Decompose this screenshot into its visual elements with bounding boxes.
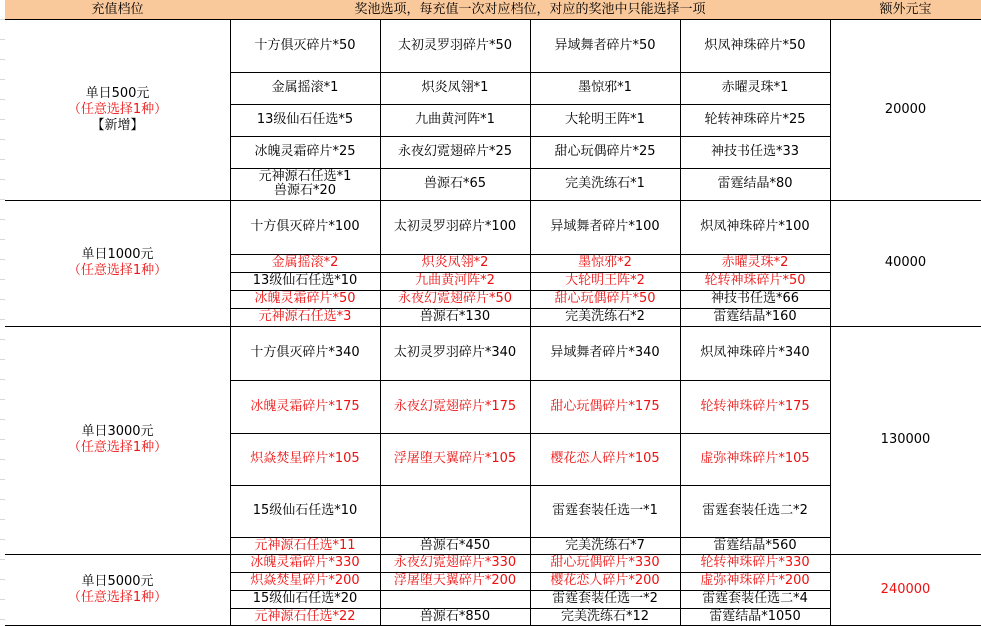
reward-cell[interactable] [380,272,531,291]
reward-cell[interactable] [380,537,531,555]
reward-cell[interactable] [380,572,531,591]
reward-cell-text: 雷霆结晶*160 [713,309,797,324]
reward-cell[interactable] [530,485,681,538]
reward-cell-text: 元神源石任选*11 [254,537,356,553]
reward-cell-text: 神技书任选*33 [710,144,800,159]
reward-cell-text: 墨惊邪*2 [578,255,632,270]
tier-label-line: 单日5000元 [81,573,154,589]
tier-label-line: （任意选择1种） [67,101,168,117]
reward-cell-text: 甜心玩偶碎片*25 [554,144,656,159]
reward-cell[interactable] [680,254,831,273]
reward-cell-text: 炽凤神珠碎片*340 [700,345,810,360]
reward-cell-text: 大轮明王阵*2 [565,273,645,288]
reward-cell[interactable] [380,608,531,626]
reward-cell[interactable] [230,537,381,555]
reward-cell-text: 轮转神珠碎片*50 [704,273,806,288]
reward-cell[interactable] [680,168,831,201]
reward-cell[interactable] [380,554,531,573]
reward-cell-text: 十方俱灭碎片*100 [250,219,360,234]
reward-cell[interactable] [680,554,831,573]
bonus-cell-text: 40000 [884,255,927,270]
reward-cell[interactable] [230,554,381,573]
reward-cell-text: 雷霆套装任选一*1 [552,503,658,518]
reward-cell[interactable] [230,485,381,538]
reward-cell-text: 轮转神珠碎片*175 [700,398,810,414]
tier-label-line: （任意选择1种） [67,440,168,455]
reward-cell-text: 九曲黄河阵*2 [415,273,495,288]
reward-cell[interactable] [230,608,381,626]
reward-cell[interactable] [530,168,681,201]
reward-cell-text: 冰魄灵霜碎片*330 [250,555,360,570]
reward-cell-text: 炽凤神珠碎片*100 [700,219,810,234]
reward-cell-text: 13级仙石任选*10 [252,273,358,288]
reward-cell-text: 炽焱焚星碎片*200 [250,573,360,588]
reward-cell[interactable] [680,608,831,626]
reward-cell-text: 赤曜灵珠*1 [721,80,789,95]
reward-cell[interactable] [680,590,831,609]
reward-cell[interactable] [230,572,381,591]
reward-cell-text: 太初灵罗羽碎片*50 [397,37,513,53]
reward-cell-text: 甜心玩偶碎片*50 [554,291,656,306]
reward-cell[interactable] [380,380,531,434]
reward-cell[interactable] [680,326,831,381]
reward-cell-text: 永夜幻霓翅碎片*50 [397,291,513,306]
bonus-cell [830,554,981,626]
bonus-cell-text: 130000 [880,432,931,447]
reward-cell[interactable] [530,590,681,609]
reward-cell[interactable] [380,136,531,169]
reward-cell[interactable] [530,554,681,573]
reward-cell-text: 樱花恋人碎片*105 [550,451,660,466]
reward-cell-text: 元神源石任选*22 [254,608,356,624]
reward-cell-text: 浮屠堕天翼碎片*105 [393,451,517,466]
reward-cell[interactable] [680,537,831,555]
reward-cell[interactable] [680,19,831,73]
bonus-cell-text: 240000 [880,581,931,597]
reward-cell-text: 十方俱灭碎片*50 [254,37,356,53]
reward-cell-line: 兽源石*20 [273,183,337,198]
reward-cell-text: 异域舞者碎片*50 [554,37,656,53]
tier-cell [5,326,231,555]
header-bonus [830,0,981,20]
reward-cell-text: 永夜幻霓翅碎片*25 [397,144,513,159]
reward-cell[interactable] [380,72,531,105]
reward-cell[interactable] [530,290,681,309]
reward-cell-text: 虚弥神珠碎片*105 [700,451,810,466]
reward-cell-text: 大轮明王阵*1 [565,112,645,127]
reward-cell[interactable] [230,19,381,73]
reward-cell-text: 完美洗练石*12 [560,608,650,624]
reward-cell[interactable] [680,485,831,538]
reward-cell-text: 15级仙石任选*20 [252,591,358,606]
reward-cell-text: 金属摇滚*1 [271,80,339,95]
reward-cell[interactable] [530,572,681,591]
reward-cell[interactable] [530,72,681,105]
reward-cell[interactable] [530,200,681,255]
header-bonus-text: 额外元宝 [879,1,932,17]
reward-cell-text: 雷霆结晶*560 [713,537,797,553]
reward-cell-text: 异域舞者碎片*100 [550,219,660,234]
reward-cell[interactable] [680,572,831,591]
reward-cell[interactable] [230,326,381,381]
reward-cell[interactable] [380,19,531,73]
header-pool-options-text: 奖池选项，每充值一次对应档位，对应的奖池中只能选择一项 [354,1,706,17]
tier-label-line: 【新增】 [91,117,144,133]
reward-cell-text: 兽源石*130 [419,309,491,324]
reward-cell[interactable] [530,608,681,626]
reward-cell[interactable] [380,326,531,381]
reward-cell-text: 雷霆结晶*1050 [709,608,801,624]
reward-cell[interactable] [380,168,531,201]
reward-cell[interactable] [230,380,381,434]
reward-cell[interactable] [230,200,381,255]
reward-cell[interactable] [680,308,831,327]
reward-cell-text: 樱花恋人碎片*200 [550,573,660,588]
reward-cell[interactable] [530,326,681,381]
reward-cell[interactable] [380,308,531,327]
reward-cell[interactable] [530,254,681,273]
reward-cell-text: 元神源石任选*3 [258,309,352,324]
reward-cell-text: 15级仙石任选*10 [252,503,358,518]
reward-cell-text: 完美洗练石*1 [565,176,645,191]
reward-cell-line: 元神源石任选*1 [258,169,352,184]
reward-cell[interactable] [680,136,831,169]
bonus-cell-text: 20000 [884,101,927,117]
reward-cell[interactable] [530,19,681,73]
reward-cell[interactable] [530,104,681,137]
reward-cell-text: 冰魄灵霜碎片*175 [250,398,360,414]
reward-cell[interactable] [230,72,381,105]
reward-cell[interactable] [230,168,381,201]
reward-cell-text: 甜心玩偶碎片*330 [550,555,660,570]
reward-cell[interactable] [230,272,381,291]
header-pool-options [230,0,831,20]
reward-cell[interactable] [680,104,831,137]
reward-cell[interactable] [680,380,831,434]
reward-cell-text: 完美洗练石*7 [565,537,645,553]
reward-cell-text: 神技书任选*66 [710,291,800,306]
header-tier [5,0,231,20]
reward-cell-text: 炽炎凤翎*2 [421,255,489,270]
tier-label-line: （任意选择1种） [67,589,168,605]
reward-cell[interactable] [380,433,531,486]
bonus-cell [830,200,981,327]
tier-label-line: 单日3000元 [81,424,154,439]
reward-cell-text: 雷霆套装任选二*2 [702,503,808,518]
tier-cell [5,19,231,201]
reward-cell-text: 雷霆套装任选一*2 [552,591,658,606]
reward-cell-text: 雷霆套装任选二*4 [702,591,808,606]
reward-cell-text: 炽炎凤翎*1 [421,80,489,95]
tier-label-line: 单日1000元 [81,247,154,262]
reward-cell-text: 冰魄灵霜碎片*25 [254,144,356,159]
reward-cell[interactable] [380,590,531,609]
reward-cell[interactable] [230,254,381,273]
reward-cell[interactable] [230,590,381,609]
reward-cell-text: 九曲黄河阵*1 [415,112,495,127]
bonus-cell [830,326,981,555]
reward-cell-text: 太初灵罗羽碎片*100 [393,219,517,234]
reward-cell-text: 炽凤神珠碎片*50 [704,37,806,53]
reward-cell[interactable] [380,290,531,309]
bonus-cell [830,19,981,201]
reward-cell-text: 太初灵罗羽碎片*340 [393,345,517,360]
reward-cell[interactable] [680,433,831,486]
reward-cell-text: 13级仙石任选*5 [256,112,354,127]
reward-cell-text: 赤曜灵珠*2 [721,255,789,270]
reward-cell[interactable] [230,308,381,327]
reward-cell[interactable] [680,200,831,255]
reward-cell-text: 虚弥神珠碎片*200 [700,573,810,588]
reward-cell[interactable] [530,136,681,169]
tier-cell [5,200,231,327]
reward-cell[interactable] [530,537,681,555]
reward-cell-text: 炽焱焚星碎片*105 [250,451,360,466]
reward-cell-text: 永夜幻霓翅碎片*330 [393,555,517,570]
reward-cell-text: 永夜幻霓翅碎片*175 [393,398,517,414]
reward-cell[interactable] [680,272,831,291]
tier-label-line: （任意选择1种） [67,263,168,278]
reward-cell[interactable] [380,254,531,273]
reward-cell-text: 轮转神珠碎片*25 [704,112,806,127]
reward-cell[interactable] [380,200,531,255]
header-tier-text: 充值档位 [91,1,144,17]
reward-cell-text: 兽源石*65 [423,176,487,191]
tier-label-line: 单日500元 [85,85,150,101]
reward-cell-text: 浮屠堕天翼碎片*200 [393,573,517,588]
reward-cell-text: 甜心玩偶碎片*175 [550,398,660,414]
reward-cell-text: 十方俱灭碎片*340 [250,345,360,360]
tier-cell [5,554,231,626]
reward-cell-text: 完美洗练石*2 [565,309,645,324]
reward-cell[interactable] [380,104,531,137]
reward-cell[interactable] [680,290,831,309]
reward-cell[interactable] [380,485,531,538]
reward-cell-text: 兽源石*850 [419,608,491,624]
reward-cell-text: 墨惊邪*1 [578,80,632,95]
reward-cell[interactable] [230,290,381,309]
reward-cell-text: 冰魄灵霜碎片*50 [254,291,356,306]
reward-cell-text: 异域舞者碎片*340 [550,345,660,360]
reward-cell[interactable] [530,380,681,434]
reward-cell[interactable] [530,272,681,291]
reward-cell[interactable] [230,104,381,137]
reward-cell[interactable] [530,308,681,327]
reward-cell-text: 雷霆结晶*80 [717,176,793,191]
reward-cell[interactable] [530,433,681,486]
reward-cell-text: 金属摇滚*2 [271,255,339,270]
reward-cell[interactable] [230,433,381,486]
reward-cell[interactable] [680,72,831,105]
reward-cell-text: 兽源石*450 [419,537,491,553]
reward-cell-text: 轮转神珠碎片*330 [700,555,810,570]
reward-cell[interactable] [230,136,381,169]
